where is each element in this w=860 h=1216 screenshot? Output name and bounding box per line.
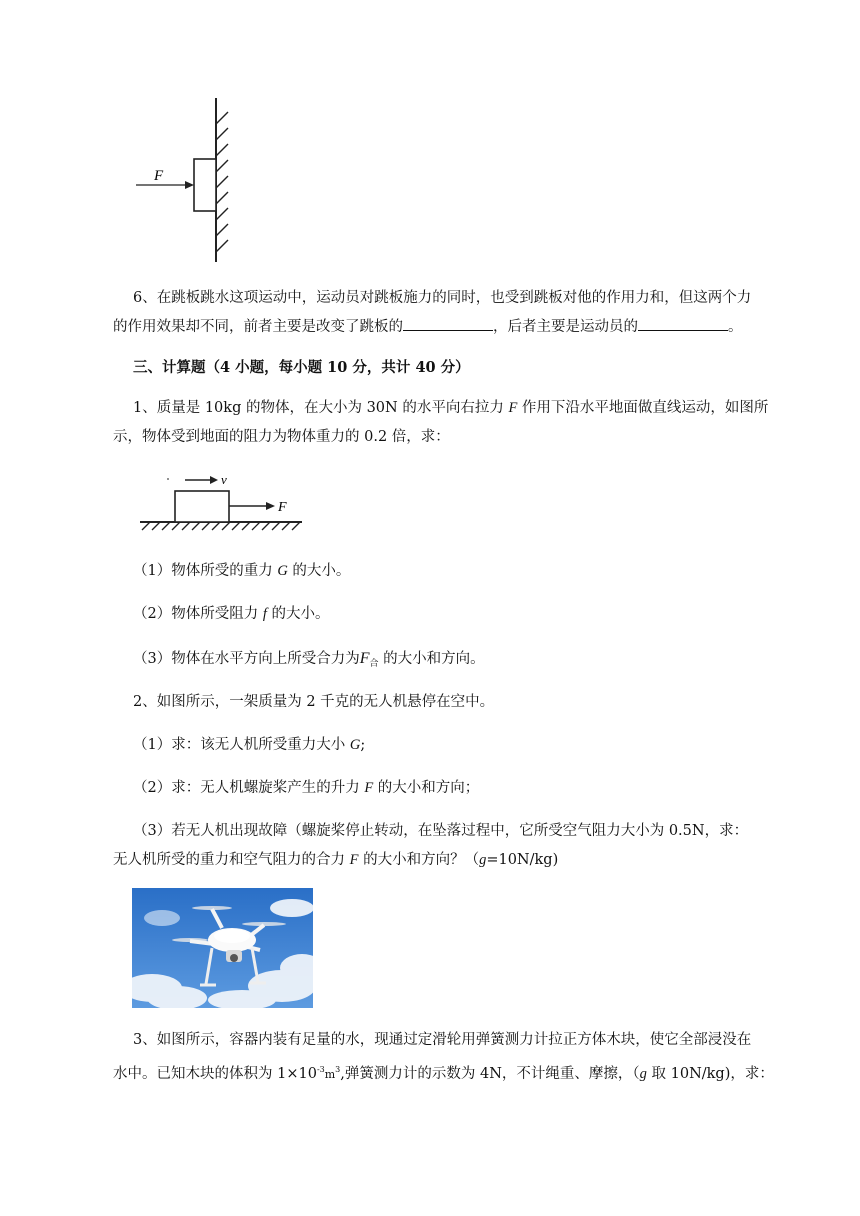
c1-sub3-b: 的大小和方向。 [378,651,485,667]
force-label: F [154,168,164,184]
wall-force-figure [130,98,240,264]
q6-blank-2[interactable] [638,316,728,331]
c1-line1-a: 1、质量是 10kg 的物体，在大小为 30N 的水平向右拉力 [133,400,509,416]
force-arrowhead [185,181,194,189]
c2-sub3-line2-c: =10N/kg) [486,852,559,868]
c2-sub1-a: （1）求：该无人机所受重力大小 [133,737,350,753]
q6-line2-b: ，后者主要是运动员的 [493,319,638,335]
c2-sub3-g: g [479,852,487,868]
q6-line2-a: 的作用效果却不同，前者主要是改变了跳板的 [113,319,403,335]
c1-line1-b: 作用下沿水平地面做直线运动，如图所 [517,400,769,416]
c1-sub2-b: 的大小。 [266,606,330,622]
c2-sub2-F: F [364,780,374,796]
c3-line1: 3、如图所示，容器内装有足量的水，现通过定滑轮用弹簧测力计拉正方体木块，使它全部浸没在 [133,1032,752,1048]
dot-mark [167,478,169,480]
c2-line1: 2、如图所示，一架质量为 2 千克的无人机悬停在空中。 [133,694,495,710]
c3-line2-b: ,弹簧测力计的示数为 4N，不计绳重、摩擦，（ [340,1066,640,1082]
c2-sub3-F: F [349,852,359,868]
q6-line2 [113,313,803,342]
c1-line2: 示，物体受到地面的阻力为物体重力的 0.2 倍，求： [113,429,450,445]
c1-sub2 [133,600,805,629]
c3-line2-sup: -3 [316,1065,325,1074]
block-ground-figure [138,470,308,534]
wall-hatching [216,112,228,252]
block [175,491,229,522]
c3-line2-g: g [639,1066,647,1082]
c1-sub3-sub: 合 [369,659,379,669]
ground-hatching [142,522,300,530]
c2-sub2 [133,774,805,803]
c1-sub3-a: （3）物体在水平方向上所受合力为 [133,651,360,667]
c1-sub1-a: （1）物体所受的重力 [133,563,278,579]
q6-blank-1[interactable] [403,316,493,331]
c2-sub3-line2-b: 的大小和方向？（ [358,852,480,868]
c2-sub1-b: ; [360,737,366,753]
block [194,159,216,211]
c2-sub2-a: （2）求：无人机螺旋桨产生的升力 [133,780,365,796]
c2-sub3-line2 [113,846,813,875]
c2-sub3-line2-a: 无人机所受的重力和空气阻力的合力 [113,852,350,868]
c1-line1-F: F [508,400,518,416]
drone-photo [132,888,313,1008]
c1-sub1-G: G [277,563,288,579]
c3-line2 [113,1055,813,1089]
c1-sub3-F: F [359,650,370,667]
velocity-label: v [221,472,227,487]
c2-sub3-line1: （3）若无人机出现故障（螺旋桨停止转动，在坠落过程中，它所受空气阻力大小为 0.5N，求： [133,823,749,839]
c3-line2-a: 水中。已知木块的体积为 1×10 [113,1066,317,1082]
c1-line1 [133,394,805,423]
pull-force-arrowhead [266,502,275,510]
c2-sub1 [133,731,805,760]
c1-sub2-a: （2）物体所受阻力 [133,606,263,622]
c3-line2-m: m [324,1068,336,1081]
q6-line1: 6、在跳板跳水这项运动中，运动员对跳板施力的同时，也受到跳板对他的作用力和，但这两个力 [133,290,752,306]
section-title: 三、计算题（4 小题，每小题 10 分，共计 40 分） [133,359,470,376]
c3-line2-c: 取 10N/kg)，求： [646,1066,774,1082]
c2-sub2-b: 的大小和方向； [373,780,480,796]
c1-sub1-b: 的大小。 [287,563,351,579]
c2-sub1-G: G [349,737,361,753]
velocity-arrowhead [210,476,218,484]
c1-sub1 [133,557,805,586]
c1-sub2-f: f [262,606,267,622]
c1-sub3 [133,644,805,679]
pull-force-label: F [278,500,287,515]
c3-line2-sup2: 3 [335,1065,341,1074]
q6-line2-c: 。 [728,319,743,335]
